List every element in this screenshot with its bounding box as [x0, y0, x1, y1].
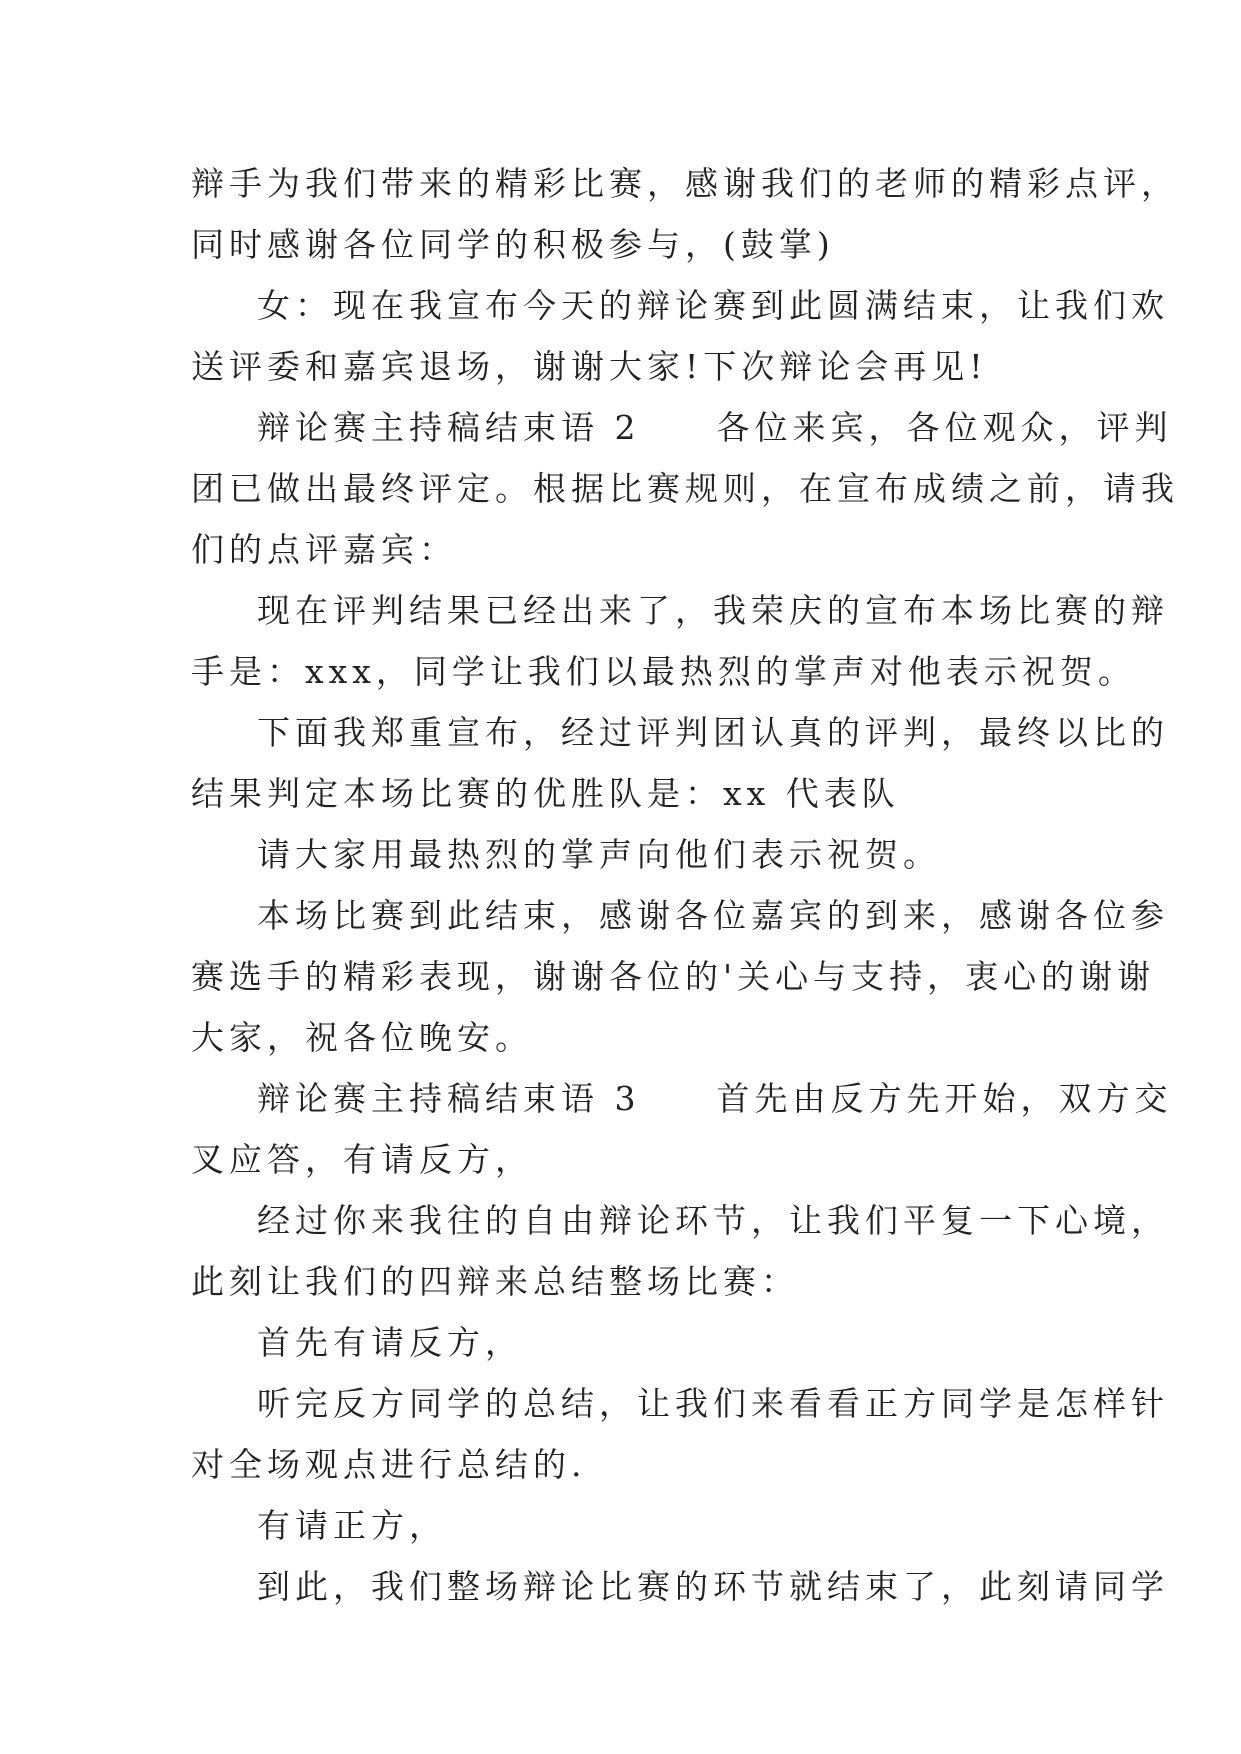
text-line-2: 同时感谢各位同学的积极参与，(鼓掌) — [191, 225, 835, 264]
text-line-7: 们的点评嘉宾： — [191, 530, 457, 569]
text-line-8: 现在评判结果已经出来了，我荣庆的宣布本场比赛的辩 — [257, 591, 1169, 630]
section-heading-line: 辩论赛主持稿结束语 2 各位来宾，各位观众，评判 — [257, 408, 1173, 447]
text-line-12: 请大家用最热烈的掌声向他们表示祝贺。 — [257, 835, 941, 874]
text-line-19: 此刻让我们的四辩来总结整场比赛： — [191, 1262, 799, 1301]
text-line-11: 结果判定本场比赛的优胜队是：xx 代表队 — [191, 774, 900, 813]
text-line-15: 大家，祝各位晚安。 — [191, 1018, 533, 1057]
section-heading-line-2: 辩论赛主持稿结束语 3 首先由反方先开始，双方交 — [257, 1079, 1173, 1118]
text-line-23: 有请正方， — [257, 1506, 447, 1545]
text-line-21: 听完反方同学的总结，让我们来看看正方同学是怎样针 — [257, 1384, 1169, 1423]
text-line-1: 辩手为我们带来的精彩比赛，感谢我们的老师的精彩点评， — [191, 164, 1179, 203]
text-line-10: 下面我郑重宣布，经过评判团认真的评判，最终以比的 — [257, 713, 1169, 752]
text-line-20: 首先有请反方， — [257, 1323, 523, 1362]
text-line-13: 本场比赛到此结束，感谢各位嘉宾的到来，感谢各位参 — [257, 896, 1169, 935]
text-line-17: 叉应答，有请反方， — [191, 1140, 533, 1179]
text-line-9: 手是：xxx，同学让我们以最热烈的掌声对他表示祝贺。 — [191, 652, 1136, 691]
text-line-22: 对全场观点进行总结的. — [191, 1445, 587, 1484]
text-line-24: 到此，我们整场辩论比赛的环节就结束了，此刻请同学 — [257, 1567, 1169, 1606]
document-body — [191, 153, 1179, 1617]
text-line-3: 女：现在我宣布今天的辩论赛到此圆满结束，让我们欢 — [257, 286, 1169, 325]
text-line-14: 赛选手的精彩表现，谢谢各位的'关心与支持，衷心的谢谢 — [191, 957, 1156, 996]
text-line-6: 团已做出最终评定。根据比赛规则，在宣布成绩之前，请我 — [191, 469, 1179, 508]
text-line-4: 送评委和嘉宾退场，谢谢大家!下次辩论会再见! — [191, 347, 988, 386]
text-line-18: 经过你来我往的自由辩论环节，让我们平复一下心境， — [257, 1201, 1169, 1240]
